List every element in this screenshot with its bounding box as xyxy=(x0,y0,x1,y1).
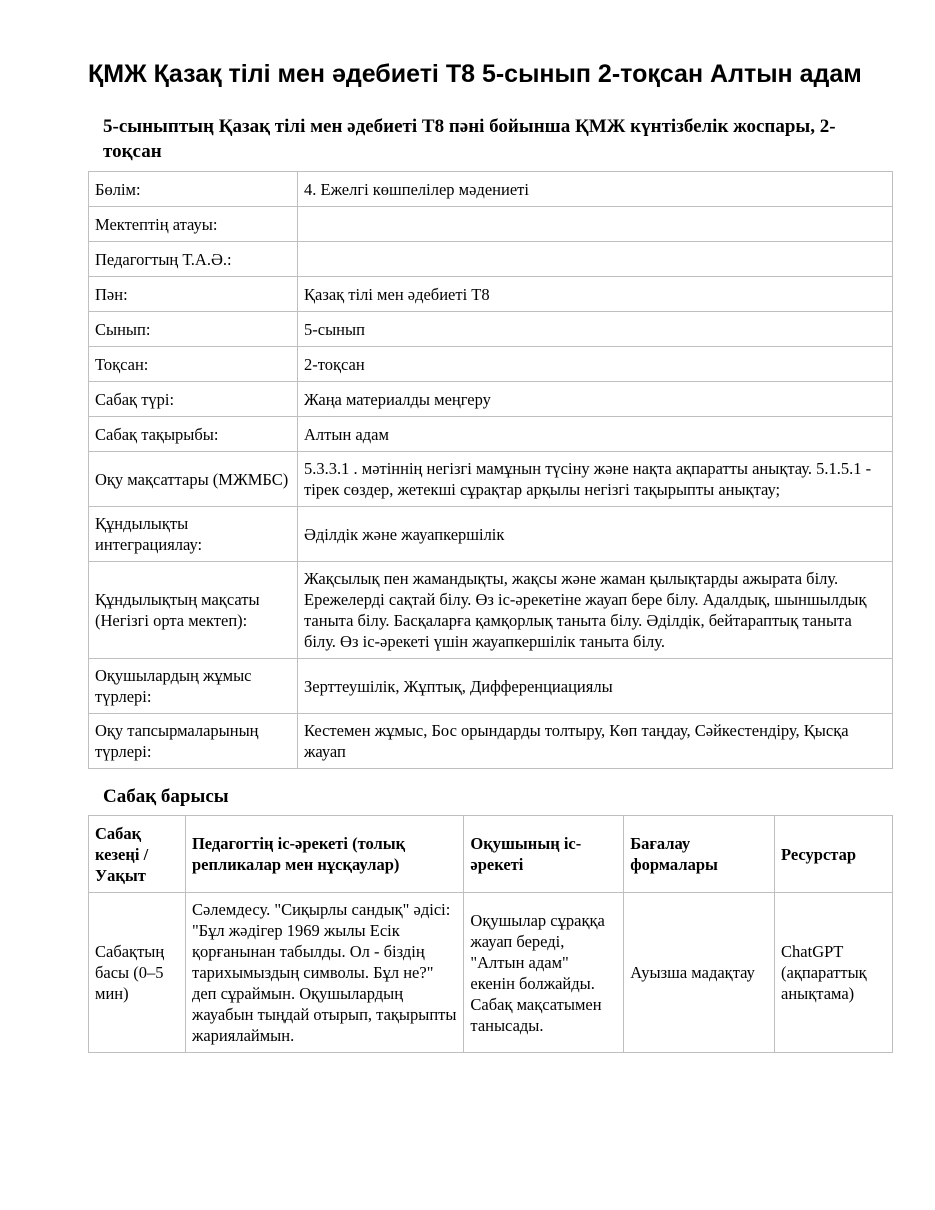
info-value: Әділдік және жауапкершілік xyxy=(298,507,893,562)
info-value xyxy=(298,207,893,242)
assessment-cell: Ауызша мадақтау xyxy=(624,893,775,1053)
info-label: Оқу тапсырмаларының түрлері: xyxy=(89,714,298,769)
info-label: Пән: xyxy=(89,277,298,312)
plan-heading: 5-сыныптың Қазақ тілі мен әдебиеті Т8 пәні бойынша ҚМЖ күнтізбелік жоспары, 2-тоқсан xyxy=(103,116,836,162)
student-activity-cell: Оқушылар сұраққа жауап береді, "Алтын адам" екенін болжайды. Сабақ мақсатымен танысады. xyxy=(464,893,624,1053)
column-header-resources: Ресурстар xyxy=(775,816,893,893)
info-label: Сабақ тақырыбы: xyxy=(89,417,298,452)
column-header-assessment: Бағалау формалары xyxy=(624,816,775,893)
info-label: Бөлім: xyxy=(89,172,298,207)
table-row xyxy=(89,312,893,347)
info-value: Қазақ тілі мен әдебиеті Т8 xyxy=(298,277,893,312)
table-row xyxy=(89,172,893,207)
table-row xyxy=(89,507,893,562)
info-value: Зерттеушілік, Жұптық, Дифференциациялы xyxy=(298,659,893,714)
info-label: Оқушылардың жұмыс түрлері: xyxy=(89,659,298,714)
table-row xyxy=(89,382,893,417)
column-header-stage: Сабақ кезеңі / Уақыт xyxy=(89,816,186,893)
resources-cell: ChatGPT (ақпараттық анықтама) xyxy=(775,893,893,1053)
lesson-progress-table xyxy=(88,815,893,1053)
teacher-activity-cell: Сәлемдесу. "Сиқырлы сандық" әдісі: "Бұл жәдігер 1969 жылы Есік қорғанынан табылды. Ол - біздің тарихымыздың символы. Бұл не?" деп сұраймын. Оқушылардың жауабын тыңдай отырып, тақырыпты жариялаймын. xyxy=(185,893,463,1053)
column-header-student-activity: Оқушының іс-әрекеті xyxy=(464,816,624,893)
info-label: Мектептің атауы: xyxy=(89,207,298,242)
info-value: 2-тоқсан xyxy=(298,347,893,382)
document-title: ҚМЖ Қазақ тілі мен әдебиеті Т8 5-сынып 2-тоқсан Алтын адам xyxy=(88,60,862,88)
lesson-info-table xyxy=(88,171,893,769)
info-value xyxy=(298,242,893,277)
info-label: Құндылықты интеграциялау: xyxy=(89,507,298,562)
column-header-teacher-activity: Педагогтің іс-әрекеті (толық репликалар мен нұсқаулар) xyxy=(185,816,463,893)
info-value: 5-сынып xyxy=(298,312,893,347)
table-header-row xyxy=(89,816,893,893)
info-value: Алтын адам xyxy=(298,417,893,452)
table-row xyxy=(89,452,893,507)
table-row xyxy=(89,562,893,659)
info-label: Сабақ түрі: xyxy=(89,382,298,417)
info-value: Жақсылық пен жамандықты, жақсы және жаман қылықтарды ажырата білу. Ережелерді сақтай білу. Өз іс-әрекетіне жауап бере білу. Адалдық, шыншылдық таныта білу. Басқаларға қамқорлық таныта білу. Әділдік, бейтараптық таныта білу. Өз іс-әрекеті үшін жауапкершілік таныта білу. xyxy=(298,562,893,659)
table-row xyxy=(89,207,893,242)
info-label: Оқу мақсаттары (МЖМБС) xyxy=(89,452,298,507)
table-row xyxy=(89,347,893,382)
lesson-progress-heading: Сабақ барысы xyxy=(103,786,229,807)
table-row xyxy=(89,893,893,1053)
info-value: 4. Ежелгі көшпелілер мәдениеті xyxy=(298,172,893,207)
info-value: Жаңа материалды меңгеру xyxy=(298,382,893,417)
info-label: Тоқсан: xyxy=(89,347,298,382)
info-label: Құндылықтың мақсаты (Негізгі орта мектеп): xyxy=(89,562,298,659)
info-label: Педагогтың Т.А.Ә.: xyxy=(89,242,298,277)
info-value: 5.3.3.1 . мәтіннің негізгі мамұнын түсіну және нақта ақпаратты анықтау. 5.1.5.1 - тірек сөздер, жетекші сұрақтар арқылы негізгі тақырыпты анықтау; xyxy=(298,452,893,507)
table-row xyxy=(89,659,893,714)
table-row xyxy=(89,417,893,452)
table-row xyxy=(89,277,893,312)
info-label: Сынып: xyxy=(89,312,298,347)
table-row xyxy=(89,714,893,769)
lesson-stage-cell: Сабақтың басы (0–5 мин) xyxy=(89,893,186,1053)
info-value: Кестемен жұмыс, Бос орындарды толтыру, Көп таңдау, Сәйкестендіру, Қысқа жауап xyxy=(298,714,893,769)
table-row xyxy=(89,242,893,277)
